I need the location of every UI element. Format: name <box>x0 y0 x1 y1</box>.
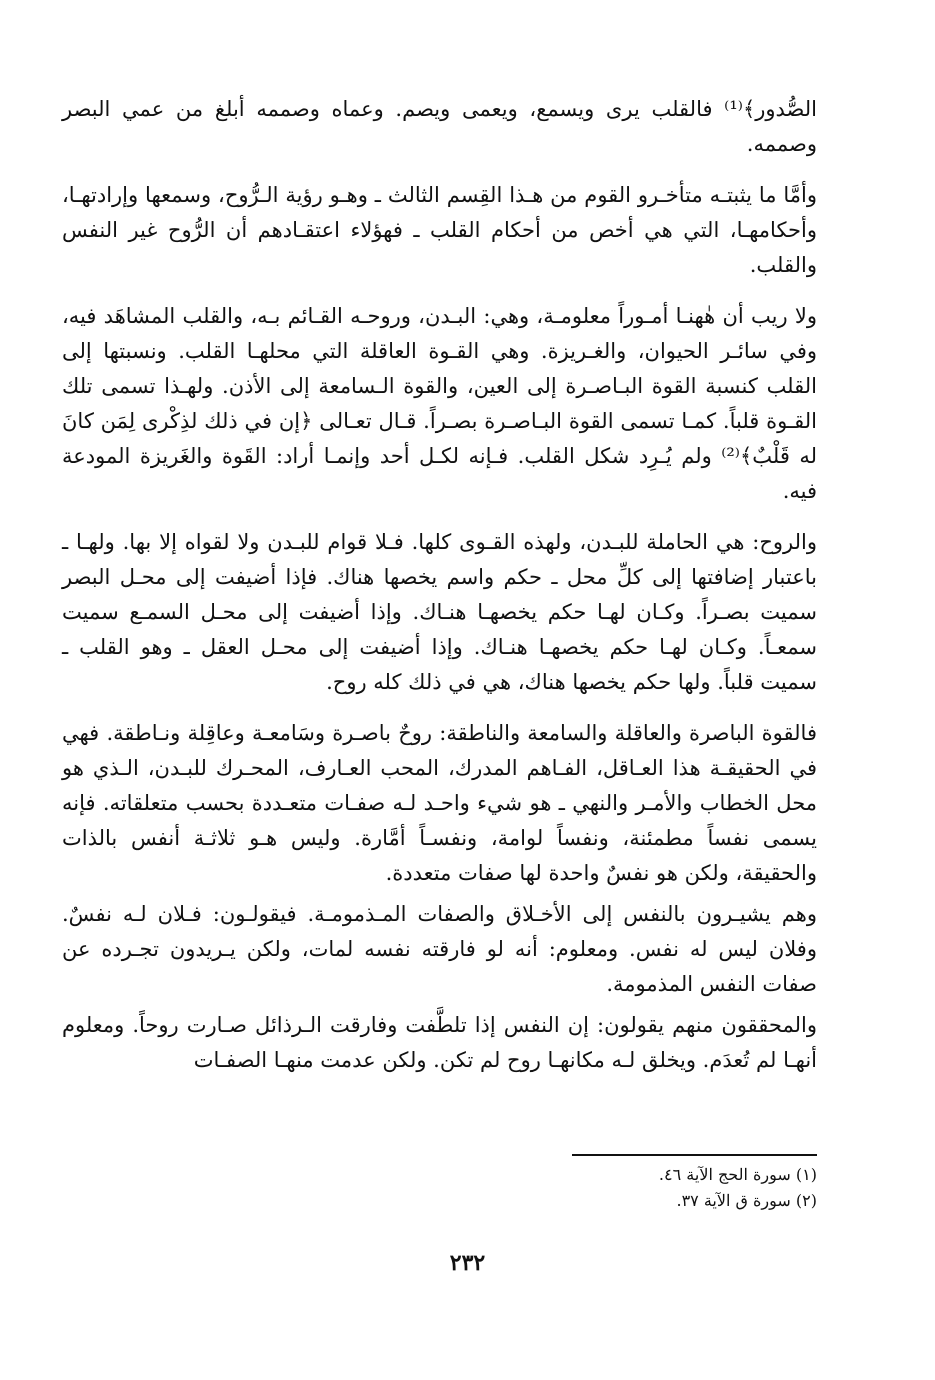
main-text <box>62 92 817 1094</box>
footnote-2: (٢) سورة ق الآية ٣٧. <box>676 1191 817 1210</box>
page-number: ٢٣٢ <box>449 1250 486 1276</box>
paragraph-1: الصُّدور﴾⁽¹⁾ فالقلب يرى ويسمع، ويعمى ويصم. وعماه وصممه أبلغ من عمي البصر وصممه. <box>62 97 817 156</box>
paragraph-4: والروح: هي الحاملة للبـدن، ولهذه القـوى كلها. فـلا قوام للبـدن ولا لقواه إلا بها. ولهـا ـ باعتبار إضافتها إلى كلِّ محل ـ حكم واسم يخصها هناك. فإذا أضيفت إلى محـل البصر سميت بصـراً. وكـان لهـا حكم يخصهـا هنـاك. وإذا أضيفت إلى محـل السمـع سميت سمعـاً. وكـان لهـا حكم يخصهـا هنـاك. وإذا أضيفت إلى محـل العقل ـ وهو القلب ـ سميت قلباً. ولها حكم يخصها هناك، هي في ذلك كله روح. <box>62 530 817 694</box>
paragraph-2: وأمَّا ما يثبتـه متأخـرو القوم من هـذا القِسم الثالث ـ وهـو رؤية الـرُّوح، وسمعها وإرادتهـا، وأحكامهـا، التي هي أخص من أحكام القلب ـ فهؤلاء اعتقـادهم أن الرُّوح غير النفس والقلب. <box>62 183 817 277</box>
footnote-divider <box>572 1154 817 1156</box>
paragraph-7: والمحققون منهم يقولون: إن النفس إذا تلطَّفت وفارقت الـرذائل صـارت روحاً. ومعلوم أنهـا لم تُعدَم. ويخلق لـه مكانهـا روح لم تكن. ولكن عدمت منهـا الصفـات <box>62 1013 817 1072</box>
paragraph-5: فالقوة الباصرة والعاقلة والسامعة والناطقة: روحٌ باصـرة وسَامعـة وعاقِلة ونـاطقة. فهي في الحقيقـة هذا العـاقل، الفـاهم المدرك، المحب العـارف، المحـرك للبـدن، الـذي هو محل الخطاب والأمـر والنهي ـ هو شيء واحـد لـه صفـات متعـددة بحسب متعلقاته. فإنه يسمى نفساً مطمئنة، ونفساً لوامة، ونفسـاً أمَّارة. وليس هـو ثلاثـة أنفس بالذات والحقيقة، ولكن هو نفسٌ واحدة لها صفات متعددة. <box>62 721 817 885</box>
paragraph-3: ولا ريب أن هٰهنـا أمـوراً معلومـة، وهي: البـدن، وروحـه القـائم بـه، والقلب المشاهَد فيه، وفي سائـر الحيوان، والغـريزة. وهي القـوة العاقلة التي محلهـا القلب. ونسبتها إلى القلب كنسبة القوة البـاصـرة إلى العين، والقوة الـسامعة إلى الأذن. ولهـذا تسمى تلك القـوة قلباً. كمـا تسمى القوة البـاصـرة بصـراً. قـال تعـالى ﴿إن في ذلك لذِكْرى لِمَن كانَ له قَلْبٌ﴾⁽²⁾ ولم يُـرِد شكل القلب. فـإنه لكـل أحد وإنمـا أراد: القَوة والغَريزة المودعة فيه. <box>62 304 817 503</box>
paragraph-6: وهم يشيـرون بالنفس إلى الأخـلاق والصفات المـذمومـة. فيقولـون: فـلان لـه نفسٌ. وفلان ليس له نفس. ومعلوم: أنه لو فارقته نفسه لمات، ولكن يـريدون تجـرده عن صفات النفس المذمومة. <box>62 902 817 996</box>
footnote-1: (١) سورة الحج الآية ٤٦. <box>658 1165 817 1184</box>
footnotes <box>417 1162 817 1214</box>
